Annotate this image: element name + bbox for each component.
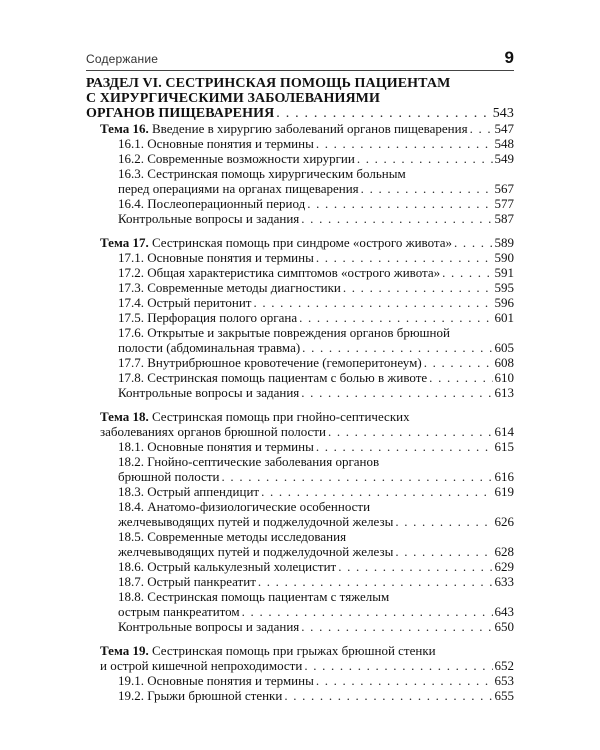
dot-leader [328,424,493,439]
toc-entry-text: 17.4. Острый перитонит [118,295,252,310]
topic-heading-last-line [86,424,514,439]
toc-page-number: 652 [494,658,514,673]
toc-page-number: 626 [494,514,514,529]
topic-block [86,409,514,634]
dot-leader [395,544,492,559]
dot-leader [253,295,492,310]
dot-leader [442,265,492,280]
toc-page-number: 610 [494,370,514,385]
toc-page-number: 567 [494,181,514,196]
toc-entry-line: 18.4. Анатомо-физиологические особенности [118,499,371,514]
table-of-contents [86,76,514,703]
toc-entry-text: Контрольные вопросы и задания [118,385,300,400]
toc-page-number: 601 [494,310,514,325]
toc-entry [86,280,514,295]
dot-leader [470,121,493,136]
topic-heading-line [86,643,514,658]
toc-entry-text: 19.2. Грыжи брюшной стенки [118,688,283,703]
section-heading-line: С ХИРУРГИЧЕСКИМИ ЗАБОЛЕВАНИЯМИ [86,91,380,106]
topic-block [86,643,514,703]
dot-leader [429,370,492,385]
toc-page-number: 595 [494,280,514,295]
topic-title: Сестринская помощь при гнойно-септических [151,409,410,424]
topic-number: Тема 16. [100,121,149,136]
toc-entry-text: 18.7. Острый панкреатит [118,574,256,589]
toc-entry [86,673,514,688]
toc-page-number: 613 [494,385,514,400]
dot-leader [302,340,492,355]
dot-leader [424,355,493,370]
toc-entry-text: 18.1. Основные понятия и термины [118,439,314,454]
toc-page-number: 655 [494,688,514,703]
toc-entry [86,484,514,499]
dot-leader [284,688,492,703]
toc-entry-text: и острой кишечной непроходимости [100,658,303,673]
toc-entry-text: перед операциями на органах пищеварения [118,181,359,196]
dot-leader [304,658,492,673]
toc-entry-text [100,235,452,250]
toc-entry-text: 16.2. Современные возможности хирургии [118,151,355,166]
dot-leader [261,484,492,499]
toc-page-number: 589 [494,235,514,250]
toc-entry-text [100,121,468,136]
header-divider [86,70,514,71]
toc-entry [86,355,514,370]
toc-entry-line: 18.5. Современные методы исследования [118,529,347,544]
topic-heading-line [86,121,514,136]
toc-entry [86,439,514,454]
dot-leader [258,574,493,589]
toc-entry [86,211,514,226]
toc-page-number: 629 [494,559,514,574]
running-header-label: Содержание [86,52,159,66]
section-heading [86,76,514,121]
dot-leader [361,181,493,196]
toc-entry-text: желчевыводящих путей и поджелудочной железы [118,544,394,559]
dot-leader [316,439,493,454]
toc-entry [86,514,514,529]
toc-entry [86,196,514,211]
toc-entry-text: 17.2. Общая характеристика симптомов «острого живота» [118,265,441,280]
toc-page-number: 616 [494,469,514,484]
toc-page-number: 596 [494,295,514,310]
topic-block [86,121,514,226]
toc-entry-text: 17.3. Современные методы диагностики [118,280,341,295]
section-heading-last-line [86,106,514,121]
topic-title: Сестринская помощь при синдроме «острого живота» [151,235,453,250]
toc-page-number: 608 [494,355,514,370]
toc-entry [86,544,514,559]
section-heading-line: РАЗДЕЛ VI. СЕСТРИНСКАЯ ПОМОЩЬ ПАЦИЕНТАМ [86,76,451,91]
topic-spacer [86,634,514,643]
toc-page-number: 643 [494,604,514,619]
topic-number: Тема 19. [100,643,149,658]
toc-entry-text: 17.7. Внутрибрюшное кровотечение (гемоперитонеум) [118,355,422,370]
dot-leader [357,151,493,166]
toc-entry-text: 17.8. Сестринская помощь пациентам с болью в животе [118,370,428,385]
toc-entry-text: 18.3. Острый аппендицит [118,484,260,499]
toc-page-number: 605 [494,340,514,355]
toc-entry [86,310,514,325]
toc-page-number: 548 [494,136,514,151]
dot-leader [307,196,492,211]
dot-leader [454,235,492,250]
toc-entry-text: 19.1. Основные понятия и термины [118,673,314,688]
dot-leader [276,106,490,121]
toc-entry [86,340,514,355]
toc-entry [86,574,514,589]
topic-heading-last-line [86,658,514,673]
toc-entry-text: 16.4. Послеоперационный период [118,196,306,211]
topic-spacer [86,226,514,235]
toc-entry [86,265,514,280]
toc-page-number: 653 [494,673,514,688]
toc-entry-text: заболеваниях органов брюшной полости [100,424,326,439]
toc-entry-text: острым панкреатитом [118,604,240,619]
topic-block [86,235,514,400]
toc-page-number: 543 [492,106,514,121]
toc-entry [86,136,514,151]
toc-entry-text: желчевыводящих путей и поджелудочной железы [118,514,394,529]
toc-page-number: 590 [494,250,514,265]
toc-entry-text: 16.1. Основные понятия и термины [118,136,314,151]
toc-entry-text: Контрольные вопросы и задания [118,211,300,226]
topic-number: Тема 18. [100,409,149,424]
toc-entry [86,370,514,385]
toc-page-number: 650 [494,619,514,634]
dot-leader [316,673,493,688]
toc-entry-line: 17.6. Открытые и закрытые повреждения органов брюшной [118,325,450,340]
dot-leader [301,385,492,400]
toc-entry-text: 18.6. Острый калькулезный холецистит [118,559,337,574]
dot-leader [301,211,492,226]
toc-entry-text: 17.5. Перфорация полого органа [118,310,298,325]
toc-entry [86,619,514,634]
toc-entry [86,250,514,265]
toc-page-number: 633 [494,574,514,589]
dot-leader [395,514,492,529]
page-number: 9 [504,48,514,67]
toc-entry [86,559,514,574]
toc-entry [86,469,514,484]
toc-page-number: 628 [494,544,514,559]
toc-entry [86,295,514,310]
dot-leader [299,310,492,325]
toc-page-number: 577 [494,196,514,211]
toc-page-number: 547 [494,121,514,136]
toc-page-number: 615 [494,439,514,454]
toc-entry [86,151,514,166]
toc-page-number: 619 [494,484,514,499]
dot-leader [242,604,493,619]
dot-leader [338,559,492,574]
dot-leader [316,136,493,151]
dot-leader [222,469,493,484]
toc-page-number: 587 [494,211,514,226]
toc-page-number: 591 [494,265,514,280]
toc-entry-line: 18.8. Сестринская помощь пациентам с тяжелым [118,589,390,604]
dot-leader [316,250,493,265]
topic-title: Введение в хирургию заболеваний органов пищеварения [151,121,468,136]
topic-heading-line [86,409,514,424]
toc-entry [86,688,514,703]
running-header [86,48,514,68]
toc-entry [86,604,514,619]
toc-entry-text: 17.1. Основные понятия и термины [118,250,314,265]
topic-title: Сестринская помощь при грыжах брюшной стенки [151,643,436,658]
toc-entry-text: Контрольные вопросы и задания [118,619,300,634]
topic-heading-line [86,235,514,250]
toc-entry-line: 16.3. Сестринская помощь хирургическим больным [118,166,406,181]
dot-leader [343,280,493,295]
toc-entry-text: полости (абдоминальная травма) [118,340,301,355]
toc-page-number: 549 [494,151,514,166]
toc-entry-text: брюшной полости [118,469,220,484]
toc-entry-line: 18.2. Гнойно-септические заболевания органов [118,454,380,469]
dot-leader [301,619,492,634]
topic-number: Тема 17. [100,235,149,250]
toc-page-number: 614 [494,424,514,439]
topic-spacer [86,400,514,409]
toc-entry-text: ОРГАНОВ ПИЩЕВАРЕНИЯ [86,106,275,121]
toc-entry [86,385,514,400]
toc-entry [86,181,514,196]
